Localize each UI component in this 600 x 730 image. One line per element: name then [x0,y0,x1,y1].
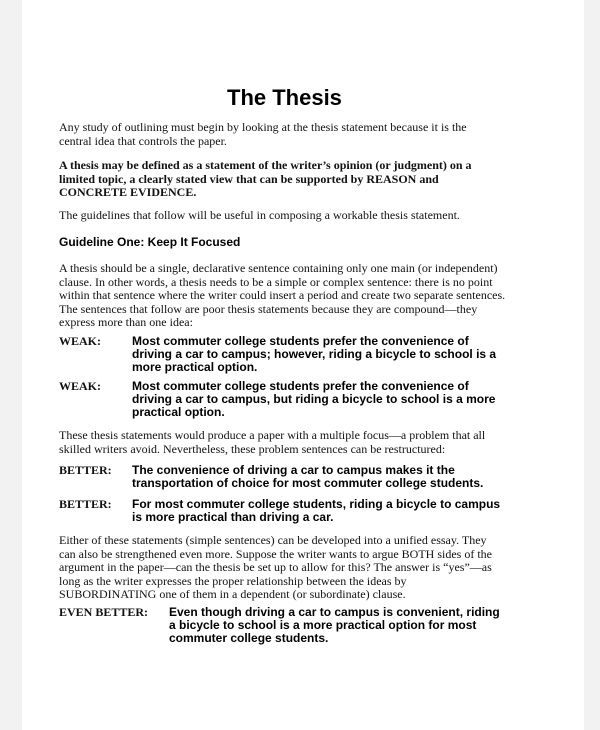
weak-example-text: Most commuter college students prefer the convenience of driving a car to campus, but riding a bicycle to school is a more practical option. [132,379,496,419]
guideline-one-heading: Guideline One: Keep It Focused [59,235,241,249]
better-label: BETTER: [59,497,112,511]
unified-essay-paragraph: Either of these statements (simple sentences) can be developed into a unified essay. They can also be strengthened even more. Suppose the writer wants to argue BOTH sides of the argument in the paper—can the thesis be set up to allow for this? The answer is “yes”—as long as the writer expresses the proper relationship between the ideas by SUBORDINATING one of them in a dependent (or subordinate) clause. [59,533,492,601]
intro-paragraph: Any study of outlining must begin by looking at the thesis statement because it is the central idea that controls the paper. [59,120,467,148]
weak-label: WEAK: [59,334,101,348]
multiple-focus-paragraph: These thesis statements would produce a paper with a multiple focus—a problem that all skilled writers avoid. Nevertheless, these problem sentences can be restructured: [59,428,486,456]
better-label: BETTER: [59,463,112,477]
guidelines-intro: The guidelines that follow will be useful in composing a workable thesis statement. [59,208,460,222]
thesis-definition: A thesis may be defined as a statement of the writer’s opinion (or judgment) on a limited topic, a clearly stated view that can be supported by REASON and CONCRETE EVIDENCE. [59,158,472,199]
weak-label: WEAK: [59,379,101,393]
better-example-text: The convenience of driving a car to campus makes it the transportation of choice for most commuter college students. [132,463,484,490]
guideline-one-paragraph: A thesis should be a single, declarative sentence containing only one main (or independent) clause. In other words, a thesis needs to be a simple or complex sentence: there is no point within that sentence where the writer could insert a period and create two separate sentences. The sentences that follow are poor thesis statements because they are compound—they express more than one idea: [59,261,506,329]
document-page [22,0,584,730]
even-better-example-text: Even though driving a car to campus is convenient, riding a bicycle to school is a more practical option for most commuter college students. [169,605,500,645]
weak-example-text: Most commuter college students prefer the convenience of driving a car to campus; however, riding a bicycle to school is a more practical option. [132,334,497,374]
better-example-text: For most commuter college students, riding a bicycle to campus is more practical than driving a car. [132,497,501,524]
even-better-label: EVEN BETTER: [59,605,149,619]
page-title: The Thesis [227,85,342,110]
